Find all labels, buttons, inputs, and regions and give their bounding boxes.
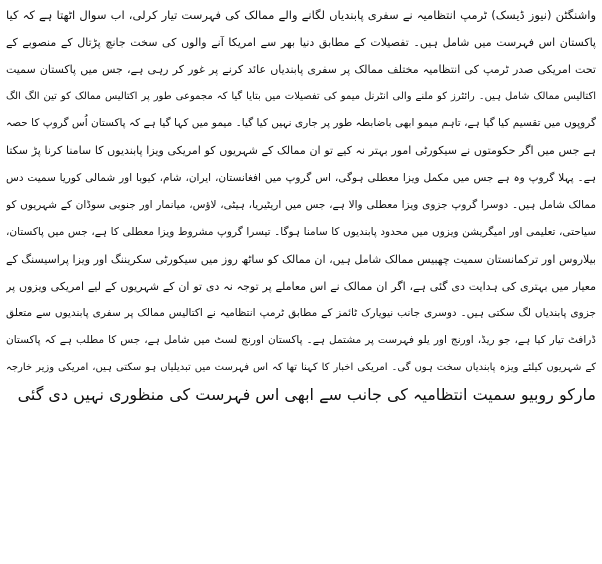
article-line-2: پاکستان اس فہرست میں شامل ہیں۔ تفصیلات کے مطابق دنیا بھر سے امریکا آنے والوں کی سخت جانچ پڑتال کے منصوبے کے — [6, 36, 596, 50]
article-line-13: ڈرافٹ تیار کیا ہے، جو ریڈ، اورنج اور یلو فہرست پر مشتمل ہے۔ پاکستان اورنج لسٹ میں شامل ہے، جس کا مطلب ہے کہ پاکستان — [6, 334, 596, 347]
article-line-6: ہے جس میں اگر حکومتوں نے سیکورٹی امور بہتر نہ کیے تو ان ممالک کے شہریوں کو امریکی ویزا پابندیوں کا سامنا کرنا پڑ سکتا — [6, 144, 596, 158]
article-line-1: واشنگٹن (نیوز ڈیسک) ٹرمپ انتظامیہ نے سفری پابندیاں لگانے والے ممالک کی فہرست تیار کرلی، اب سوال اٹھتا ہے کہ کیا — [6, 8, 596, 22]
article-line-14: کے شہریوں کیلئے ویزہ پابندیاں سخت ہوں گی۔ امریکی اخبار کا کہنا تھا کہ اس فہرست میں تبدیلیاں ہو سکتی ہیں، امریکی وزیر خارجہ — [6, 362, 596, 374]
article-line-9: سیاحتی، تعلیمی اور امیگریشن ویزوں میں محدود پابندیوں کا سامنا ہوگا۔ تیسرا گروپ مشروط ویزا معطلی کا ہے، جس میں پاکستان، — [6, 225, 596, 238]
article-line-15: مارکو روبیو سمیت انتظامیہ کی جانب سے ابھی اس فہرست کی منظوری نہیں دی گئی — [17, 385, 596, 405]
article-line-8: ممالک شامل ہیں۔ دوسرا گروپ جزوی ویزا معطلی والا ہے، جس میں اریٹیریا، ہیٹی، لاؤس، میانمار اور جنوبی سوڈان کے شہریوں کو — [6, 198, 596, 211]
article-line-12: جزوی پابندیاں لگ سکتی ہیں۔ دوسری جانب نیویارک ٹائمز کے مطابق ٹرمپ انتظامیہ نے اکتالیس ممالک پر سفری پابندیوں سے متعلق — [6, 307, 596, 320]
article-line-3: تحت امریکی صدر ٹرمپ کی انتظامیہ مختلف ممالک پر سفری پابندیاں عائد کرنے پر غور کر رہی ہے، جس میں پاکستان سمیت — [6, 63, 596, 77]
article-line-11: معیار میں بہتری کی ہدایت دی گئی ہے، اگر ان ممالک نے اس معاملے پر توجہ نہ دی تو ان کے شہریوں کے لیے امریکی ویزوں پر — [6, 279, 596, 293]
article-line-4: اکتالیس ممالک شامل ہیں۔ رائٹرز کو ملنے والی انٹرنل میمو کی تفصیلات میں بتایا گیا کہ مجموعی طور پر اکتالیس ممالک کو تین الگ الگ — [6, 91, 596, 103]
article-line-10: بیلاروس اور ترکمانستان سمیت چھبیس ممالک شامل ہیں، ان ممالک کو ساٹھ روز میں سیکورٹی سکریننگ اور ویزا پراسیسنگ کے — [6, 252, 596, 266]
article-line-7: ہے۔ پہلا گروپ وہ ہے جس میں مکمل ویزا معطلی ہوگی، اس گروپ میں افغانستان، ایران، شام، کیوبا اور شمالی کوریا سمیت دس — [6, 171, 596, 184]
article-line-5: گروپوں میں تقسیم کیا گیا ہے، تاہم میمو ابھی باضابطہ طور پر جاری نہیں کیا گیا۔ میمو میں کہا گیا ہے کہ پاکستان اُس گروپ کا حصہ — [6, 117, 596, 130]
